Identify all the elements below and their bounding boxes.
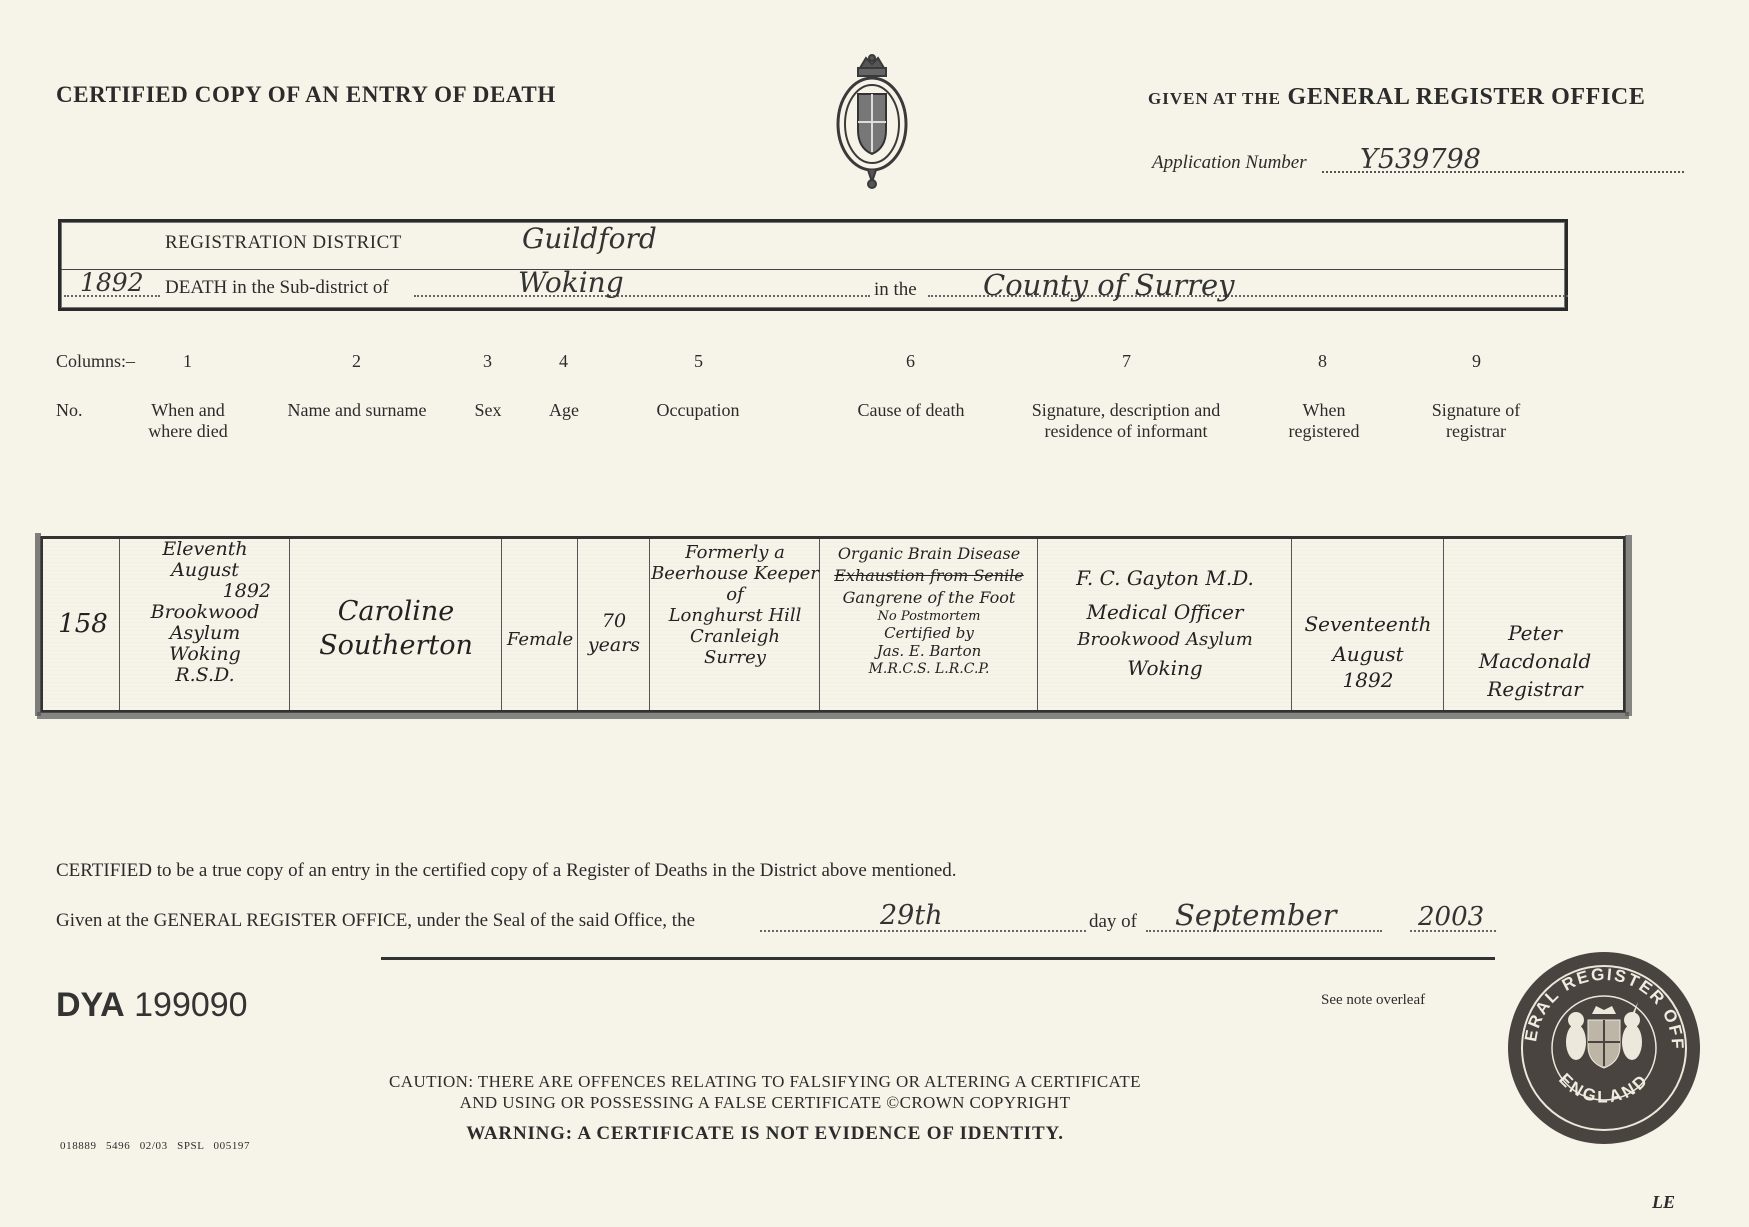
serial-number: 199090: [134, 986, 248, 1024]
royal-coat-of-arms-icon: [832, 52, 912, 190]
column-number-5: 5: [694, 351, 703, 371]
seal-bottom-text: ENGLAND: [1555, 1069, 1653, 1107]
county-value: County of Surrey: [983, 268, 1235, 302]
column-number-1: 1: [183, 351, 192, 371]
certificate-serial: [56, 986, 248, 1025]
entry-registrar-signature: [1445, 619, 1625, 703]
column-number-9: 9: [1472, 351, 1481, 371]
header-when-where-died: When and where died: [148, 400, 228, 441]
serial-prefix: DYA: [56, 986, 125, 1024]
occupation-line-6: Surrey: [704, 647, 766, 668]
given-prefix: GIVEN AT THE: [1148, 89, 1281, 108]
when-where-line-3: 1892: [222, 580, 271, 602]
name-line-1: Caroline: [337, 596, 455, 627]
subdistrict-value: Woking: [518, 266, 624, 299]
certificate-title: CERTIFIED COPY OF AN ENTRY OF DEATH: [56, 82, 556, 107]
columns-label: Columns:–: [56, 351, 136, 371]
header-sex: Sex: [474, 400, 502, 420]
column-number-8: 8: [1318, 351, 1327, 371]
header-no: No.: [56, 400, 83, 420]
subdistrict-dots: [414, 295, 870, 297]
column-number-4: 4: [559, 351, 568, 371]
registered-line-1: Seventeenth: [1304, 612, 1432, 636]
day-of-label: day of: [1089, 911, 1138, 932]
application-number-value: Y539798: [1360, 144, 1481, 175]
given-office: GENERAL REGISTER OFFICE: [1287, 84, 1646, 110]
column-number-2: 2: [352, 351, 361, 371]
header-occupation: Occupation: [656, 400, 740, 420]
entry-divider-6: [819, 539, 820, 710]
when-where-line-4: Brookwood: [150, 601, 260, 623]
entry-divider-8: [1291, 539, 1292, 710]
certification-year: 2003: [1418, 902, 1485, 932]
cause-line-3: Gangrene of the Foot: [842, 588, 1016, 607]
when-where-line-1: Eleventh: [162, 538, 248, 560]
certification-rule: [381, 957, 1495, 960]
entry-cause-of-death: [821, 543, 1037, 678]
when-where-line-5: Asylum: [169, 622, 241, 644]
header-informant: Signature, description and residence of informant: [1031, 400, 1221, 441]
entry-divider-9: [1443, 539, 1444, 710]
column-number-6: 6: [906, 351, 915, 371]
age-line-2: years: [587, 634, 641, 656]
application-number-label: Application Number: [1152, 152, 1307, 173]
informant-line-3: Brookwood Asylum: [1077, 629, 1253, 650]
registration-district-value: Guildford: [522, 222, 657, 255]
header-age: Age: [549, 400, 579, 420]
print-reference: 018889 5496 02/03 SPSL 005197: [60, 1140, 251, 1152]
caution-line-1: CAUTION: THERE ARE OFFENCES RELATING TO FALSIFYING OR ALTERING A CERTIFICATE: [389, 1072, 1141, 1091]
cause-line-1: Organic Brain Disease: [837, 544, 1021, 563]
certification-day: 29th: [880, 900, 943, 931]
when-where-line-2: August: [171, 559, 239, 581]
when-where-line-7: R.S.D.: [175, 664, 235, 686]
caution-line-2: AND USING OR POSSESSING A FALSE CERTIFICATE ©CROWN COPYRIGHT: [459, 1093, 1071, 1112]
occupation-line-3: of: [726, 584, 744, 605]
general-register-office-seal-icon: [1506, 950, 1702, 1146]
column-number-3: 3: [483, 351, 492, 371]
informant-line-4: Woking: [1127, 656, 1203, 680]
registered-line-3: 1892: [1342, 668, 1394, 692]
header-when-registered: When registered: [1288, 400, 1360, 441]
cause-line-4: No Postmortem: [877, 609, 981, 624]
year-value: 1892: [80, 268, 144, 297]
in-the-label: in the: [874, 279, 917, 300]
occupation-line-4: Longhurst Hill: [668, 605, 802, 626]
given-at-office-heading: [1148, 84, 1645, 111]
entry-edge-bottom: [37, 712, 1629, 719]
entry-number: 158: [58, 609, 108, 639]
occupation-line-1: Formerly a: [685, 542, 785, 563]
district-box-divider: [61, 269, 1565, 270]
cause-line-7: M.R.C.S. L.R.C.P.: [868, 661, 990, 677]
caution-notice: [340, 1071, 1190, 1113]
entry-divider-1: [119, 539, 120, 710]
entry-when-registered: [1293, 609, 1443, 695]
cause-line-6: Jas. E. Barton: [876, 642, 982, 660]
crest-motto: HONI SOIT QUI MAL Y PENSE: [832, 52, 846, 53]
age-line-1: 70: [601, 610, 627, 632]
entry-occupation: [651, 539, 819, 672]
registrar-line-1: Peter: [1508, 621, 1562, 645]
column-number-7: 7: [1122, 351, 1131, 371]
occupation-line-2: Beerhouse Keeper: [651, 563, 819, 584]
entry-edge-right: [1625, 535, 1632, 716]
entry-divider-3: [501, 539, 502, 710]
given-statement: Given at the GENERAL REGISTER OFFICE, under the Seal of the said Office, the: [56, 910, 696, 931]
entry-informant: [1039, 561, 1291, 685]
clerk-initials: LE: [1652, 1192, 1676, 1212]
occupation-line-5: Cranleigh: [690, 626, 780, 647]
entry-name: [291, 595, 501, 663]
entry-divider-5: [649, 539, 650, 710]
see-note-overleaf: See note overleaf: [1321, 992, 1426, 1008]
entry-age: [579, 609, 649, 657]
subdistrict-label: DEATH in the Sub-district of: [165, 277, 389, 298]
registrar-line-3: Registrar: [1487, 677, 1583, 701]
when-where-line-6: Woking: [169, 643, 241, 665]
cause-line-2: Exhaustion from Senile: [834, 566, 1024, 585]
cause-line-5: Certified by: [884, 624, 974, 642]
header-name-surname: Name and surname: [287, 400, 427, 420]
entry-divider-4: [577, 539, 578, 710]
entry-divider-2: [289, 539, 290, 710]
register-entry-row: [40, 536, 1626, 713]
certification-month: September: [1175, 898, 1337, 932]
entry-edge-left: [35, 533, 41, 716]
header-signature-registrar: Signature of registrar: [1431, 400, 1521, 441]
registered-line-2: August: [1332, 642, 1404, 666]
entry-sex: Female: [506, 629, 574, 650]
identity-warning: WARNING: A CERTIFICATE IS NOT EVIDENCE OF IDENTITY.: [466, 1123, 1064, 1144]
certified-statement: CERTIFIED to be a true copy of an entry in the certified copy of a Register of Deaths in the District above mentioned.: [56, 860, 957, 881]
entry-when-where-died: [121, 539, 289, 686]
informant-line-1: F. C. Gayton M.D.: [1076, 566, 1254, 590]
seal-top-text: ERAL REGISTER OFF: [1521, 964, 1688, 1052]
header-cause-of-death: Cause of death: [857, 400, 965, 420]
entry-divider-7: [1037, 539, 1038, 710]
registration-district-label: REGISTRATION DISTRICT: [165, 232, 402, 253]
informant-line-2: Medical Officer: [1086, 600, 1244, 624]
registrar-line-2: Macdonald: [1478, 649, 1592, 673]
name-line-2: Southerton: [319, 630, 473, 661]
